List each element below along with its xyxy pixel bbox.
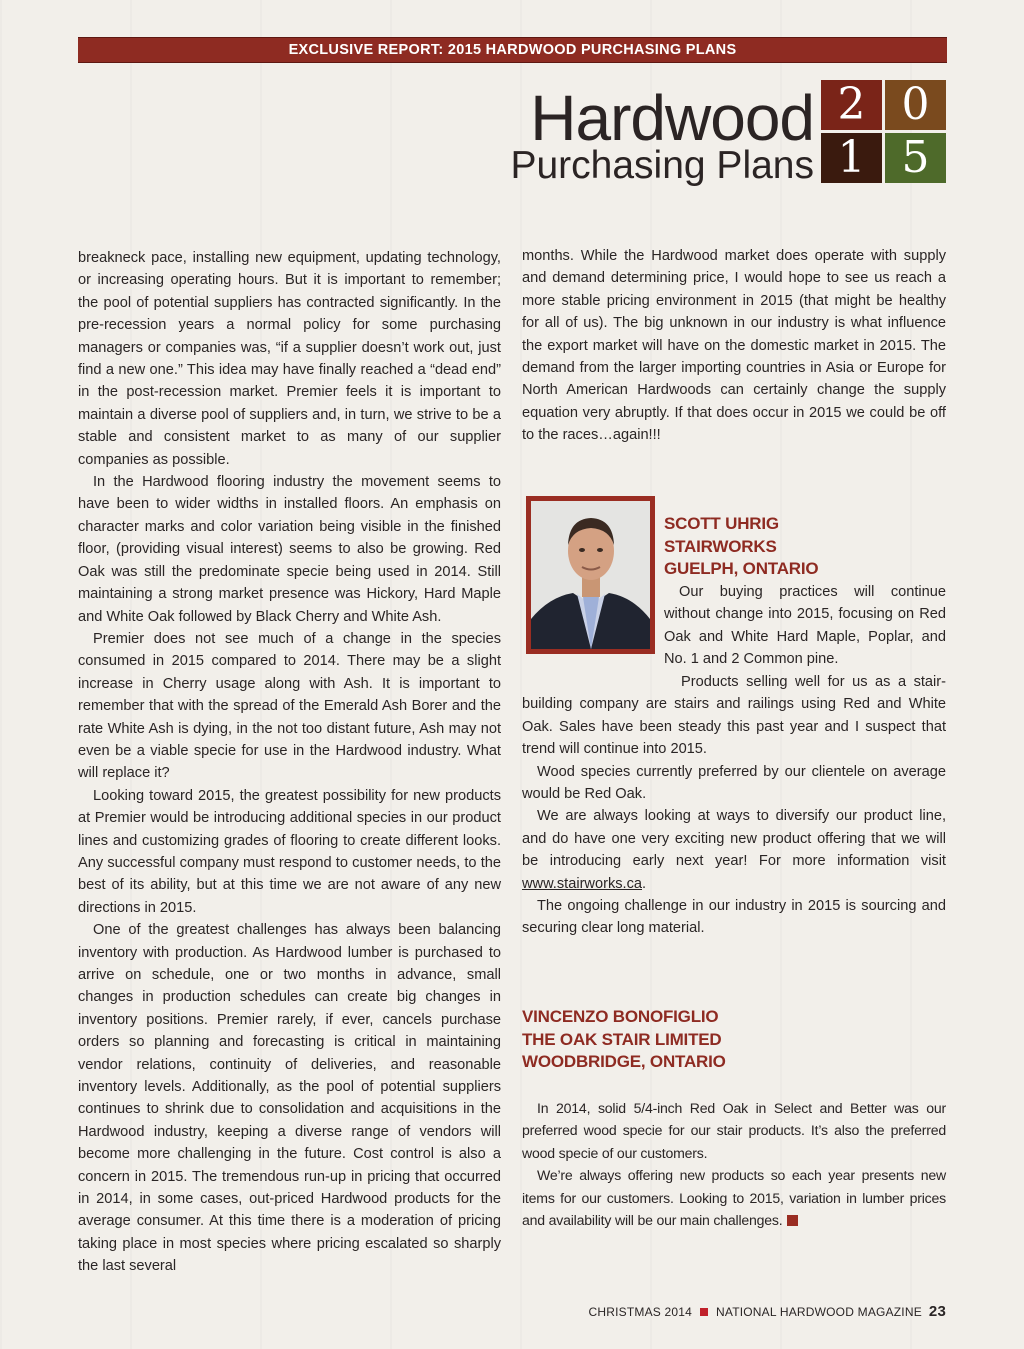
paragraph-text: We’re always offering new products so each year presents new items for our customers. Looking to 2015, variation in lumber prices and availability will be our main challenges. [522,1167,946,1229]
article-paragraph: In 2014, solid 5/4-inch Red Oak in Select and Better was our preferred wood specie for our stair products. It’s also the preferred wood specie of our customers. [522,1100,946,1161]
article-paragraph [522,1164,946,1231]
article-paragraph: Looking toward 2015, the greatest possibility for new products at Premier would be introducing additional species in our product lines and customizing grades of flooring to create different looks. Any successful company must respond to customer needs, to the best of its ability, but at this time we are not aware of any new directions in 2015. [78,787,501,916]
logo-main-title: Hardwood [530,82,814,154]
vincenzo-profile-text [522,1097,946,1231]
article-paragraph: Our buying practices will continue without change into 2015, focusing on Red Oak and White Hard Maple, Poplar, and No. 1 and 2 Common pine. [664,584,946,668]
article-paragraph: One of the greatest challenges has always been balancing inventory with production. As Hardwood lumber is purchased to arrive on schedule, one or two months in advance, small changes in production schedules can create big changes in inventory positions. Premier rarely, if ever, cancels purchase orders so planning and forecasting is critical in maintaining vendor relations, continuity of deliveries, and reasonable inventory levels. Additionally, as the pool of potential suppliers continues to shrink due to consolidation and acquisitions in the Hardwood industry, keeping a diverse range of vendors will become more challenging in the future. Cost control is also a concern in 2015. The tremendous run-up in pricing that occurred in 2014, in some cases, out-priced Hardwood products for the average consumer. At this time there is a moderation of pricing taking place in most species where pricing escalated so sharply the last several [78,922,501,1275]
profile-location: WOODBRIDGE, ONTARIO [522,1052,726,1071]
scott-uhrig-photo [526,496,655,654]
logo-title [510,82,814,187]
profile-name: SCOTT UHRIG [664,514,779,533]
portrait-image [531,501,650,649]
logo-subtitle: Purchasing Plans [510,144,814,187]
profile-location: GUELPH, ONTARIO [664,559,819,578]
scott-profile-text-upper [664,581,946,671]
scott-profile-text-lower [522,671,946,940]
article-paragraph: We are always looking at ways to diversify our product line, and do have one very exciting new product offering that we will be introducing early next year! For more information visit www.stairworks.ca. [522,808,946,892]
year-logo-grid [821,80,946,183]
year-digit: 1 [821,133,882,183]
end-of-article-mark [787,1215,798,1226]
profile-name: VINCENZO BONOFIGLIO [522,1007,719,1026]
left-article-column [78,247,501,1278]
article-paragraph: In the Hardwood flooring industry the movement seems to have been to wider widths in installed floors. An emphasis on character marks and color variation being visible in the finished floor, (providing visual interest) seems to also be growing. Red Oak was still the predominate specie being used in 2014. Still maintaining a strong market presence was Hickory, Hard Maple and White Oak followed by Black Cherry and White Ash. [78,474,501,625]
page-number: 23 [928,1303,946,1320]
footer-separator-square [700,1308,708,1316]
paragraph-text: We are always looking at ways to diversify our product line, and do have one very exciting new product offering that we will be introducing early next year! For more information visit [522,808,946,870]
profile-heading-scott [664,513,818,581]
footer-magazine: NATIONAL HARDWOOD MAGAZINE [716,1304,922,1319]
article-paragraph: months. While the Hardwood market does operate with supply and demand determining price, I would hope to see us reach a more stable pricing environment in 2015 (that might be healthy for all of us). The big unknown in our industry is what influence the export market will have on the domestic market in 2015. The demand from the larger importing countries in Asia or Europe for North American Hardwoods can certainly change the supply equation very abruptly. If that does occur in 2015 we could be off to the races…again!!! [522,248,946,444]
article-paragraph: Products selling well for us as a stair-building company are stairs and railings using Red and White Oak. Sales have been steady this past year and I suspect that trend will continue into 2015. [522,674,946,758]
profile-company: THE OAK STAIR LIMITED [522,1029,722,1049]
report-banner: EXCLUSIVE REPORT: 2015 HARDWOOD PURCHASING PLANS [78,37,947,63]
year-digit: 2 [821,80,882,130]
year-digit: 0 [885,80,946,130]
profile-heading-vincenzo [522,1006,726,1074]
stairworks-website-link[interactable]: www.stairworks.ca [522,875,643,892]
profile-company: STAIRWORKS [664,536,777,556]
page-footer [589,1303,946,1320]
article-paragraph: Wood species currently preferred by our clientele on average would be Red Oak. [522,763,946,803]
article-paragraph: Premier does not see much of a change in the species consumed in 2015 compared to 2014. There may be a slight increase in Cherry usage along with Ash. It is important to remember that with the spread of the Emerald Ash Borer and the rate White Ash is dying, in the not too distant future, Ash may not even be a viable specie for use in the Hardwood industry. What will replace it? [78,630,501,782]
article-paragraph: breakneck pace, installing new equipment, updating technology, or increasing operating hours. But it is important to remember; the pool of potential suppliers has contracted significantly. In the pre-recession years a normal policy for some purchasing managers or companies was, “if a supplier doesn’t work out, just find a new one.” This idea may have finally reached a “dead end” in the post-recession market. Premier feels it is important to maintain a diverse pool of suppliers and, in turn, we strive to be a stable and consistent market to as many of our supplier companies as possible. [78,250,501,468]
article-paragraph: The ongoing challenge in our industry in 2015 is sourcing and securing clear long material. [522,898,946,937]
right-article-column [522,245,946,447]
year-digit: 5 [885,133,946,183]
footer-issue: CHRISTMAS 2014 [588,1304,693,1319]
